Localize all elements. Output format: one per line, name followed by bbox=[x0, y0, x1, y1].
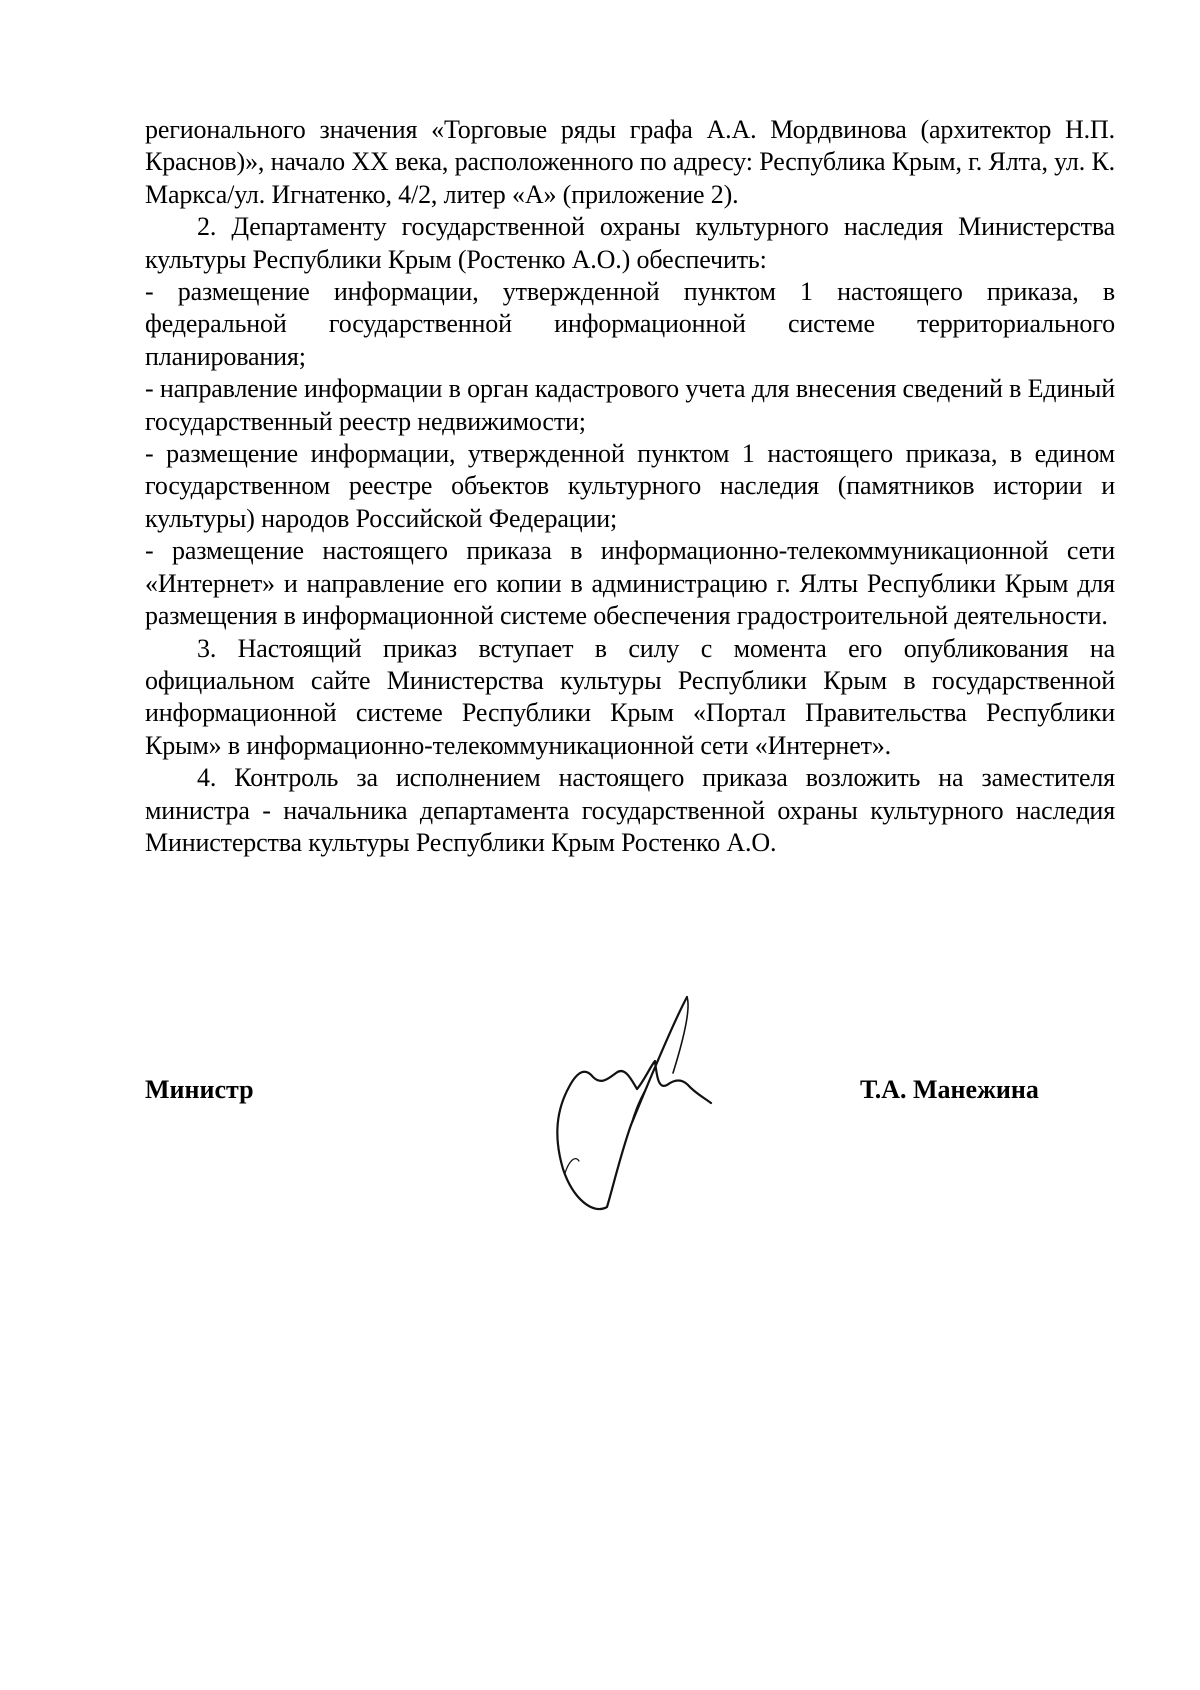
paragraph-item-2: 2. Департаменту государственной охраны культурного наследия Министерства культуры Республики Крым (Ростенко А.О.) обеспечить: bbox=[145, 212, 1115, 274]
signatory-title: Министр bbox=[145, 1075, 254, 1104]
paragraph-bullet-2: - направление информации в орган кадастрового учета для внесения сведений в Единый государственный реестр недвижимости; bbox=[145, 374, 1115, 436]
paragraph-bullet-1: - размещение информации, утвержденной пунктом 1 настоящего приказа, в федеральной государственной информационной системе территориального планирования; bbox=[145, 277, 1115, 371]
paragraph-continuation: регионального значения «Торговые ряды графа А.А. Мордвинова (архитектор Н.П. Краснов)», начало XX века, расположенного по адресу: Республика Крым, г. Ялта, ул. К. Маркса/ул. Игнатенко, 4/2, литер «А» (приложение 2). bbox=[145, 115, 1115, 209]
document-body bbox=[145, 114, 1115, 859]
paragraph-bullet-3: - размещение информации, утвержденной пунктом 1 настоящего приказа, в едином государственном реестре объектов культурного наследия (памятников истории и культуры) народов Российской Федерации; bbox=[145, 439, 1115, 533]
paragraph-bullet-4: - размещение настоящего приказа в информационно-телекоммуникационной сети «Интернет» и направление его копии в администрацию г. Ялты Республики Крым для размещения в информационной системе обеспечения градостроительной деятельности. bbox=[145, 536, 1115, 631]
signatory-name: Т.А. Манежина bbox=[860, 1075, 1039, 1104]
paragraph-item-4: 4. Контроль за исполнением настоящего приказа возложить на заместителя министра - начальника департамента государственной охраны культурного наследия Министерства культуры Республики Крым Ростенко А.О. bbox=[145, 763, 1115, 857]
signature-icon bbox=[545, 985, 745, 1215]
paragraph-item-3: 3. Настоящий приказ вступает в силу с момента его опубликования на официальном сайте Министерства культуры Республики Крым в государственной информационной системе Республики Крым «Портал Правительства Республики Крым» в информационно-телекоммуникационной сети «Интернет». bbox=[145, 633, 1115, 760]
